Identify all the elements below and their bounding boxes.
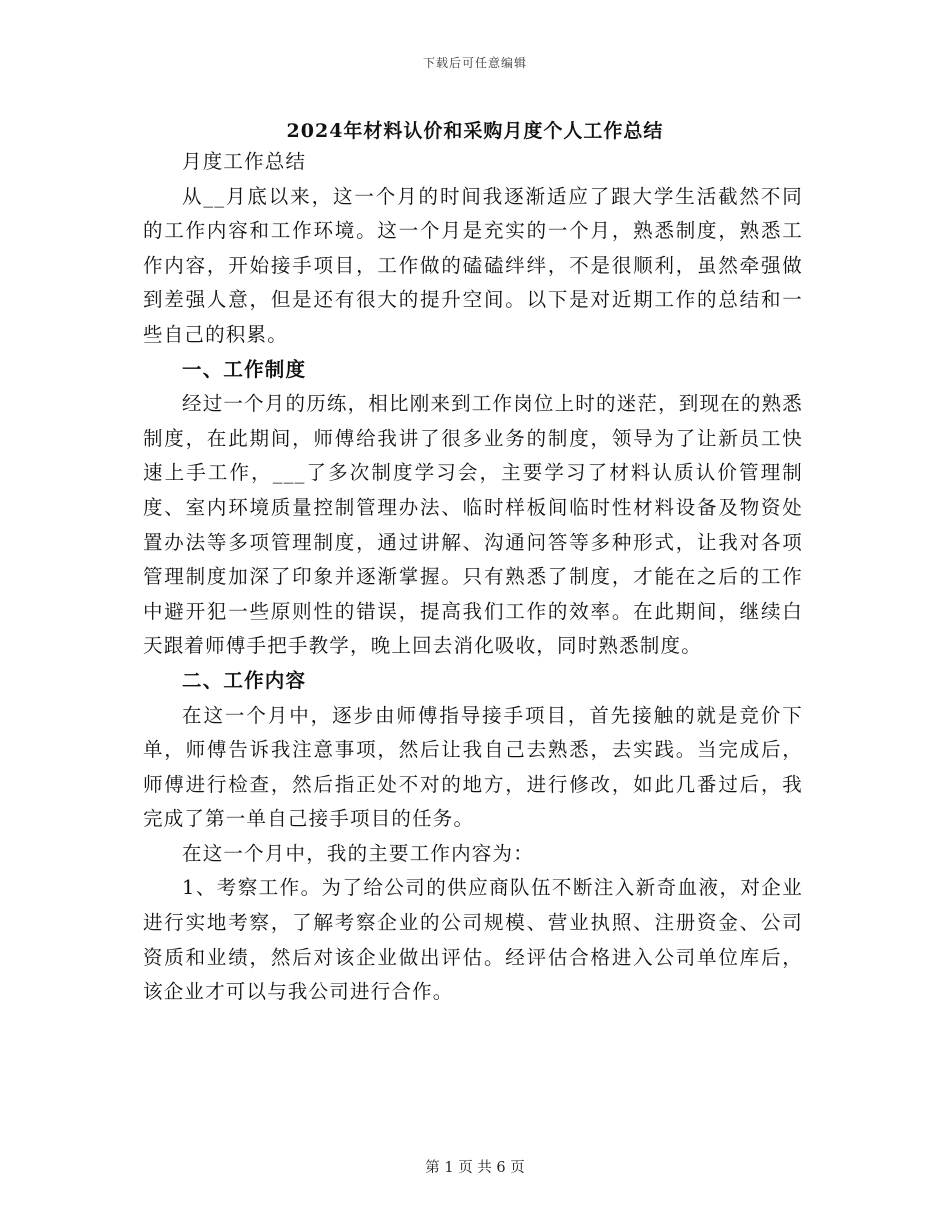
heading-work-system: 一、工作制度 <box>182 357 307 381</box>
paragraph-main-tasks: 在这一个月中，我的主要工作内容为： <box>182 841 534 865</box>
header-note: 下载后可任意编辑 <box>422 56 527 70</box>
document-body <box>143 145 803 1010</box>
document-title: 2024年材料认价和采购月度个人工作总结 <box>286 120 664 142</box>
paragraph-work-content: 在这一个月中，逐步由师傅指导接手项目，首先接触的就是竞价下单，师傅告诉我注意事项，然后让我自己去熟悉，去实践。当完成后，师傅进行检查，然后指正处不对的地方，进行修改，如此几番过后，我完成了第一单自己接手项目的任务。 <box>143 703 803 831</box>
intro-paragraph: 从__月底以来，这一个月的时间我逐渐适应了跟大学生活截然不同的工作内容和工作环境。这一个月是充实的一个月，熟悉制度，熟悉工作内容，开始接手项目，工作做的磕磕绊绊，不是很顺利，虽然牵强做到差强人意，但是还有很大的提升空间。以下是对近期工作的总结和一些自己的积累。 <box>143 184 803 346</box>
page-number-footer: 第 1 页 共 6 页 <box>425 1160 525 1176</box>
paragraph-inspection-work: 1、考察工作。为了给公司的供应商队伍不断注入新奇血液，对企业进行实地考察，了解考察企业的公司规模、营业执照、注册资金、公司资质和业绩，然后对该企业做出评估。经评估合格进入公司单位库后，该企业才可以与我公司进行合作。 <box>143 876 803 1004</box>
paragraph-work-system: 经过一个月的历练，相比刚来到工作岗位上时的迷茫，到现在的熟悉制度，在此期间，师傅给我讲了很多业务的制度，领导为了让新员工快速上手工作，___了多次制度学习会，主要学习了材料认质认价管理制度、室内环境质量控制管理办法、临时样板间临时性材料设备及物资处置办法等多项管理制度，通过讲解、沟通问答等多种形式，让我对各项管理制度加深了印象并逐渐掌握。只有熟悉了制度，才能在之后的工作中避开犯一些原则性的错误，提高我们工作的效率。在此期间，继续白天跟着师傅手把手教学，晚上回去消化吸收，同时熟悉制度。 <box>143 392 804 658</box>
heading-work-content: 二、工作内容 <box>182 668 307 692</box>
section-label: 月度工作总结 <box>182 150 307 173</box>
